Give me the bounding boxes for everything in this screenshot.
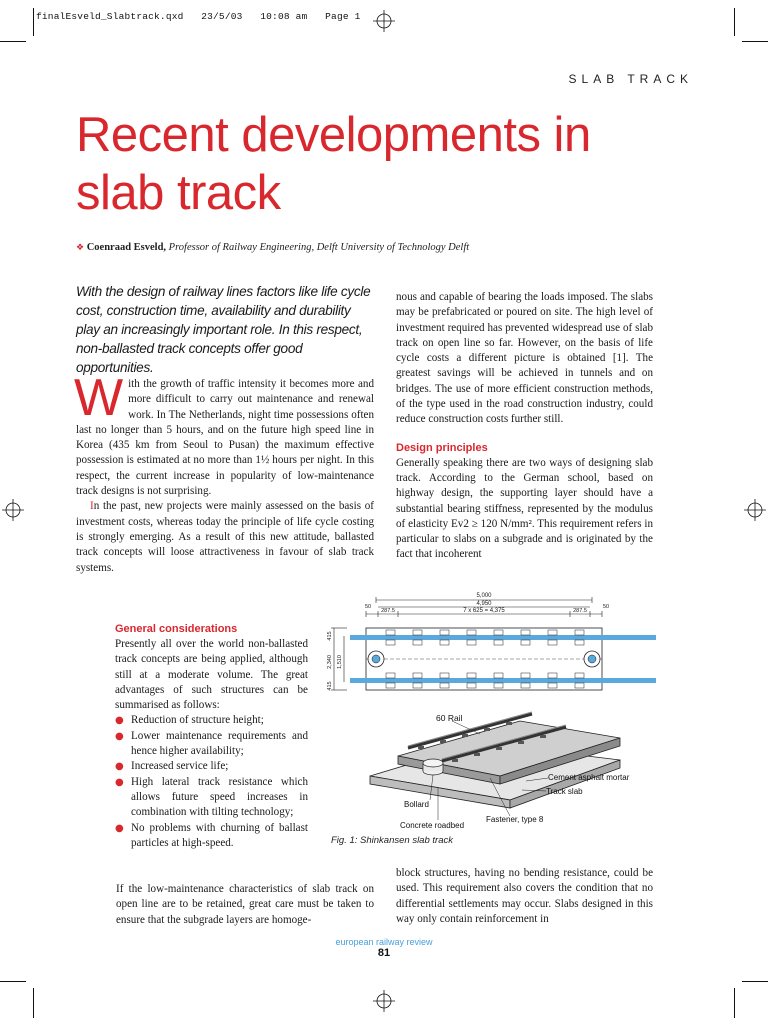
section-head: SLAB TRACK: [568, 72, 693, 86]
intro-standfirst: With the design of railway lines factors like life cycle cost, construction time, availability and durability play an increasingly important role. In this respect, non-ballasted track concepts offer good opportunities.: [76, 284, 371, 375]
fastener-block: [494, 683, 503, 688]
fastener-block: [440, 630, 449, 635]
body-paragraph: Generally speaking there are two ways of designing slab track. According to the German school, based on highway design, the supporting layer should have a substantial bearing stiffness, represented by the modulus of elasticity Ev2 ≥ 120 N/mm². This requirement refers in particular to slabs on a subgrade and is originated by the fact that incoherent: [396, 456, 653, 561]
body-paragraph: nous and capable of bearing the loads imposed. The slabs may be prefabricated or poured on site. The high level of investment required has prevented widespread use of slab track on open line so far. However, on the basis of life cycle costs a different picture is obtained [1]. The greatest savings will be achieved in tunnels and on bridges. The use of more efficient construction methods, of the type used in the road construction industry, could reduce construction costs further still.: [396, 291, 653, 426]
fastener-block: [413, 630, 422, 635]
advantages-list: [115, 713, 308, 851]
author-name: Coenraad Esveld,: [86, 242, 167, 253]
fastener-block: [521, 683, 530, 688]
crop-mark: [0, 41, 26, 42]
fastener-block: [575, 640, 584, 645]
fastener-block: [440, 683, 449, 688]
fastener-block: [413, 683, 422, 688]
list-item: ● Increased service life;: [115, 759, 308, 774]
print-slug: finalEsveld_Slabtrack.qxd 23/5/03 10:08 am Page 1: [36, 11, 361, 22]
fastener-block: [467, 673, 476, 678]
dimension-label: 287.5: [573, 608, 587, 614]
journal-name-part: european: [335, 937, 374, 947]
crop-mark: [734, 988, 735, 1018]
fastener-block: [548, 630, 557, 635]
fastener-block: [494, 673, 503, 678]
fastener-block: [521, 673, 530, 678]
body-paragraph: With the growth of traffic intensity it becomes more and more difficult to carry out maintenance and renewal work. In The Netherlands, night time possessions often last no longer than 5 hours, and on the future high speed line in Korea (435 km from Seoul to Pusan) the maximum effective possession is estimated at no more than 1½ hours per night. In this respect, the current increase in popularity of low-maintenance track designs is not surprising.: [74, 369, 374, 498]
body-paragraph: Presently all over the world non-ballasted track concepts are being applied, although still at a moderate volume. The great advantages of such structures can be summarised as follows:: [115, 638, 308, 712]
fastener-block: [521, 630, 530, 635]
dimension-label: 50: [602, 604, 610, 610]
author-affiliation: Professor of Railway Engineering, Delft University of Technology Delft: [168, 242, 470, 253]
list-item: ● Lower maintenance requirements and hence higher availability;: [115, 729, 308, 760]
dimension-label: 415: [327, 631, 333, 641]
figure-label: Concrete roadbed: [400, 821, 465, 830]
crop-mark: [734, 8, 735, 36]
registration-mark-icon: [744, 499, 766, 521]
byline: [76, 242, 469, 253]
fastener-block: [413, 640, 422, 645]
figure-label: Bollard: [404, 800, 429, 809]
paragraph-lead-letter: I: [90, 500, 94, 513]
figure-caption: Fig. 1: Shinkansen slab track: [331, 835, 453, 846]
registration-mark-icon: [373, 990, 395, 1012]
fastener-block: [386, 640, 395, 645]
fastener-block: [575, 683, 584, 688]
dimension-label: 287.5: [381, 608, 395, 614]
title-line: slab track: [76, 166, 281, 220]
slab-track-diagram: [320, 588, 660, 833]
dimension-label: 7 x 625 = 4,375: [463, 608, 505, 614]
fastener-block: [548, 673, 557, 678]
dimension-label: 5,000: [476, 593, 492, 599]
fastener-block: [386, 673, 395, 678]
right-column-top: [396, 290, 653, 563]
rail-line: [350, 678, 656, 683]
left-column-end: [116, 882, 374, 928]
crop-mark: [742, 41, 768, 42]
fastener-block: [575, 630, 584, 635]
dimension-label: 2,340: [327, 655, 333, 669]
crop-mark: [33, 988, 34, 1018]
dimension-label: 50: [364, 604, 372, 610]
figure-label: Track slab: [546, 787, 583, 796]
fastener-block: [386, 630, 395, 635]
figure-shinkansen: [320, 588, 660, 833]
fastener-block: [548, 683, 557, 688]
list-item: ● Reduction of structure height;: [115, 713, 308, 728]
fastener-block: [521, 640, 530, 645]
list-item: ● No problems with churning of ballast particles at high-speed.: [115, 821, 308, 852]
title-line: Recent developments in: [76, 108, 591, 162]
fastener-block: [494, 630, 503, 635]
figure-label: Fastener, type 8: [486, 815, 544, 824]
fastener-block: [494, 640, 503, 645]
body-paragraph: If the low-maintenance characteristics of slab track on open line are to be retained, great care must be taken to ensure that the subgrade layers are homoge-: [116, 883, 374, 926]
figure-label: 60 Rail: [436, 713, 463, 723]
registration-mark-icon: [373, 10, 395, 32]
body-paragraph: In the past, new projects were mainly assessed on the basis of investment costs, whereas today the principle of life cycle costing is strongly emerging. As a result of this new attitude, ballasted track concepts will loose attractiveness in favour of slab track systems.: [76, 500, 374, 574]
byline-marker-icon: ❖: [76, 243, 85, 253]
drop-cap: W: [74, 369, 124, 427]
section-heading: Design principles: [396, 441, 488, 454]
dimension-label: 415: [327, 681, 333, 691]
list-item: ● High lateral track resistance which allows future speed increases in combination with tilting technology;: [115, 775, 308, 821]
fastener-block: [467, 630, 476, 635]
crop-mark: [0, 981, 26, 982]
left-column-bottom: [115, 622, 308, 851]
fastener-block: [467, 640, 476, 645]
fastener-block: [386, 683, 395, 688]
dimension-label: 4,950: [476, 601, 492, 607]
fastener-block: [575, 673, 584, 678]
left-column-top: [74, 369, 374, 576]
figure-label: Cement asphalt mortar: [548, 773, 630, 782]
rail-line: [350, 635, 656, 640]
crop-mark: [742, 981, 768, 982]
article-title: [76, 106, 716, 222]
journal-name-part: railway review: [373, 937, 433, 947]
fastener-block: [548, 640, 557, 645]
crop-mark: [33, 8, 34, 36]
right-column-end: [396, 866, 653, 927]
fastener-block: [440, 640, 449, 645]
journal-name: [0, 937, 768, 947]
page-number: 81: [377, 947, 391, 959]
dimension-label: 1,510: [337, 655, 343, 669]
registration-mark-icon: [2, 499, 24, 521]
fastener-block: [440, 673, 449, 678]
section-heading: General considerations: [115, 623, 238, 635]
fastener-block: [467, 683, 476, 688]
fastener-block: [413, 673, 422, 678]
body-paragraph: block structures, having no bending resistance, could be used. This requirement also covers the condition that no differential settlements may occur. Slabs designed in this way only contain reinforcement in: [396, 867, 653, 925]
